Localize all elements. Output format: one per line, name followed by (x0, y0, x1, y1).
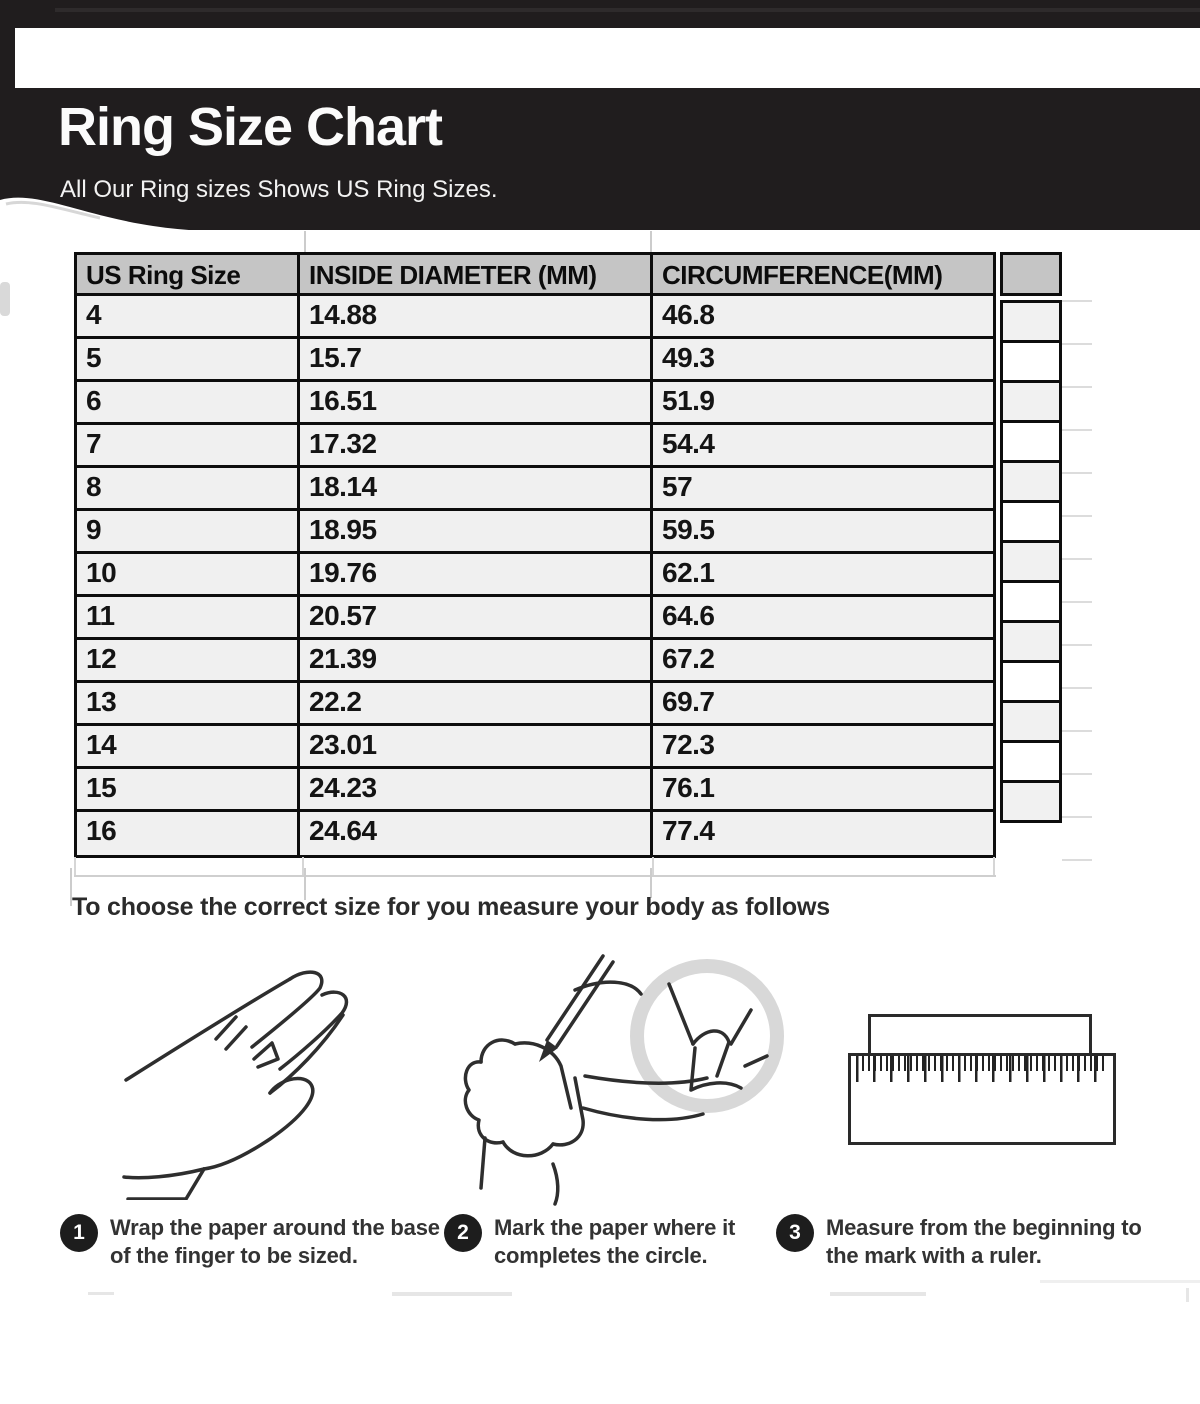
table-row (77, 683, 993, 726)
step-3-badge: 3 (776, 1214, 814, 1252)
cell-circumference: 51.9 (653, 382, 993, 425)
col-header-circumference: CIRCUMFERENCE(MM) (653, 255, 993, 296)
cell-diameter: 21.39 (300, 640, 653, 683)
scan-artifact (392, 1292, 512, 1296)
ruler-major-ticks (856, 1056, 1108, 1082)
cell-diameter: 17.32 (300, 425, 653, 468)
cell-diameter: 14.88 (300, 296, 653, 339)
grid-stub (650, 231, 652, 252)
table-row (77, 597, 993, 640)
cell-size: 8 (77, 468, 300, 511)
step-3-text: Measure from the beginning to the mark with a ruler. (826, 1215, 1142, 1268)
extra-cell (1000, 620, 1062, 663)
hand-with-paper-strip-icon (112, 955, 452, 1200)
ring-size-table (74, 252, 996, 858)
extra-cell (1000, 380, 1062, 423)
scan-artifact (1040, 1280, 1200, 1283)
cell-size: 4 (77, 296, 300, 339)
cell-diameter: 18.14 (300, 468, 653, 511)
extra-column-header-cell (1000, 252, 1062, 296)
step-3 (776, 1214, 1171, 1270)
cell-size: 10 (77, 554, 300, 597)
paper-strip-icon (868, 1014, 1092, 1056)
hand-marking-paper-icon (455, 948, 805, 1218)
ruler-icon (848, 1053, 1116, 1145)
cell-diameter: 15.7 (300, 339, 653, 382)
cell-circumference: 64.6 (653, 597, 993, 640)
table-row (77, 339, 993, 382)
header-top-line (55, 8, 1200, 12)
cell-circumference: 49.3 (653, 339, 993, 382)
extra-cell (1000, 340, 1062, 383)
table-row (77, 382, 993, 425)
table-row (77, 769, 993, 812)
header-white-strip (15, 28, 1200, 88)
faint-row-ticks (1062, 300, 1092, 880)
cell-circumference: 57 (653, 468, 993, 511)
step-2-text: Mark the paper where it completes the circle. (494, 1215, 736, 1268)
table-row (77, 296, 993, 339)
cell-size: 6 (77, 382, 300, 425)
page-subtitle: All Our Ring sizes Shows US Ring Sizes. (60, 176, 498, 203)
table-row (77, 726, 993, 769)
table-row (77, 640, 993, 683)
step-1-text: Wrap the paper around the base of the finger to be sized. (110, 1215, 440, 1268)
cell-diameter: 20.57 (300, 597, 653, 640)
cell-size: 11 (77, 597, 300, 640)
cell-circumference: 46.8 (653, 296, 993, 339)
header-band (0, 0, 1200, 230)
step-1-badge: 1 (60, 1214, 98, 1252)
cell-circumference: 69.7 (653, 683, 993, 726)
cell-size: 14 (77, 726, 300, 769)
cell-circumference: 59.5 (653, 511, 993, 554)
cell-circumference: 62.1 (653, 554, 993, 597)
table-ghost-row (74, 857, 996, 877)
cell-diameter: 23.01 (300, 726, 653, 769)
spreadsheet-extra-column (1000, 252, 1062, 823)
table-header-row (77, 255, 993, 296)
cell-circumference: 72.3 (653, 726, 993, 769)
scan-artifact (1186, 1288, 1189, 1302)
cell-circumference: 76.1 (653, 769, 993, 812)
cell-circumference: 54.4 (653, 425, 993, 468)
cell-size: 13 (77, 683, 300, 726)
scan-artifact (830, 1292, 926, 1296)
cell-diameter: 19.76 (300, 554, 653, 597)
cell-size: 16 (77, 812, 300, 855)
cell-diameter: 24.64 (300, 812, 653, 855)
extra-cell (1000, 420, 1062, 463)
cell-size: 12 (77, 640, 300, 683)
cell-diameter: 16.51 (300, 382, 653, 425)
scan-artifact (88, 1292, 114, 1295)
cell-size: 9 (77, 511, 300, 554)
col-header-us-ring-size: US Ring Size (77, 255, 300, 296)
instructions-heading: To choose the correct size for you measure your body as follows (72, 893, 830, 921)
cell-size: 5 (77, 339, 300, 382)
table-row (77, 511, 993, 554)
extra-cell (1000, 660, 1062, 703)
cell-size: 7 (77, 425, 300, 468)
cell-size: 15 (77, 769, 300, 812)
extra-cell (1000, 700, 1062, 743)
table-row (77, 468, 993, 511)
extra-cell (1000, 740, 1062, 783)
table-row (77, 425, 993, 468)
cell-diameter: 24.23 (300, 769, 653, 812)
extra-cell (1000, 780, 1062, 823)
page-title: Ring Size Chart (58, 97, 443, 157)
step-1 (60, 1214, 440, 1270)
cell-diameter: 22.2 (300, 683, 653, 726)
extra-cell (1000, 460, 1062, 503)
cell-diameter: 18.95 (300, 511, 653, 554)
step-2-badge: 2 (444, 1214, 482, 1252)
page-curl-decoration (0, 190, 220, 231)
extra-cell (1000, 300, 1062, 343)
extra-cell (1000, 580, 1062, 623)
table-row (77, 554, 993, 597)
col-header-inside-diameter: INSIDE DIAMETER (MM) (300, 255, 653, 296)
cell-circumference: 77.4 (662, 815, 715, 846)
extra-cell (1000, 500, 1062, 543)
cell-circumference: 67.2 (653, 640, 993, 683)
scan-artifact (0, 282, 10, 316)
extra-cell (1000, 540, 1062, 583)
grid-stub (304, 231, 306, 252)
table-row (77, 812, 993, 855)
step-2 (444, 1214, 762, 1270)
